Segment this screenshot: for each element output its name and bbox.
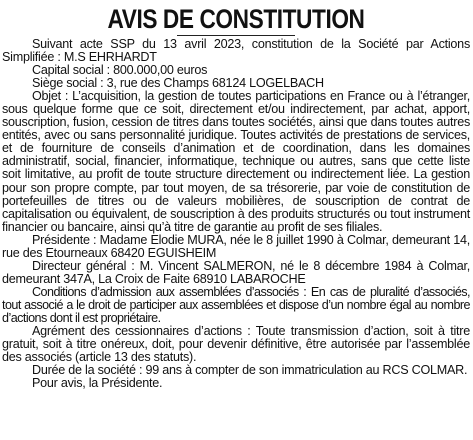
paragraph-registered-office: Siège social : 3, rue des Champs 68124 LOGELBACH [32,76,324,91]
paragraph-purpose: Objet : L’acquisition, la gestion de toutes participations en France ou à l’étranger, sous quelque forme que ce soit, directement et/ou indirectement, par achat, apport, souscription, fusion, cession de titres dans toutes sociétés, ainsi que dans toutes autres entités, avec ou sans personnalité juridique. Toutes activités de prestations de services, et de fourniture de conseils d’animation et de coordination, dans les domaines administratif, social, financier, informatique, technique ou autres, sans que cette liste soit limitative, au profit de toute structure directement ou indirectement liée. La gestion pour son propre compte, par tout moyen, de sa trésorerie, par voie de constitution de portefeuilles de titres ou de valeurs mobilières, de souscription de contrat de capitalisation ou équivalent, de souscription à des produits structurés ou tout instrument financier ou bancaire, ainsi qu’à titre de garantie au profit de ses filiales. [2,89,470,234]
paragraph-act: Suivant acte SSP du 13 avril 2023, constitution de la Société par Actions Simplifiée : M.S EHRHARDT [2,37,470,65]
paragraph-admission-conditions: Conditions d’admission aux assemblées d’associés : En cas de pluralité d’associés, tout associé a le droit de participer aux assemblées et dispose d’un nombre égal au nombre d’actions dont il est propriétaire. [2,284,470,325]
paragraph-share-transfer-approval: Agrément des cessionnaires d’actions : Toute transmission d’action, soit à titre gratuit, soit à titre onéreux, doit, pour devenir définitive, être autorisée par l’assemblée des associés (article 13 des statuts). [2,324,470,365]
notice-title: AVIS DE CONSTITUTION [107,4,365,34]
paragraph-capital: Capital social : 800.000,00 euros [32,63,208,78]
paragraph-signature: Pour avis, la Présidente. [32,376,163,391]
title-underline [177,35,295,36]
paragraph-general-director: Directeur général : M. Vincent SALMERON, né le 8 décembre 1984 à Colmar, demeurant 347A, La Croix de Faite 68910 LABAROCHE [2,258,470,286]
legal-notice [2,3,470,390]
paragraph-president: Présidente : Madame Elodie MURA, née le 8 juillet 1990 à Colmar, demeurant 14, rue des Etourneaux 68420 EGUISHEIM [2,232,470,260]
paragraph-duration: Durée de la société : 99 ans à compter de son immatriculation au RCS COLMAR. [32,363,468,378]
notice-body [2,38,470,390]
